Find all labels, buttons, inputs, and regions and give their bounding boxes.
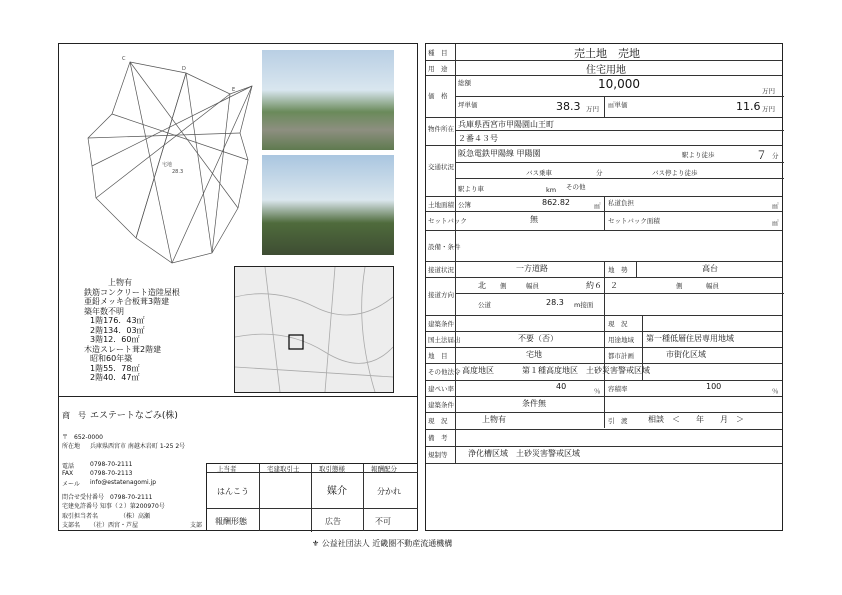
1: 鉄筋コンクリート造陸屋根: [84, 287, 180, 297]
0: 上物有: [108, 278, 132, 287]
road-dir2: ２: [610, 281, 618, 290]
h3: 取引態様: [319, 465, 345, 473]
sensor-label: 設備・条件: [428, 243, 461, 251]
other-reg-label: 規制等: [428, 451, 448, 459]
price-label: 価 格: [428, 92, 448, 100]
price-per-tsubo: 38.3: [556, 100, 581, 113]
building-notes: [84, 278, 180, 383]
land-label: 土地面積: [428, 201, 454, 209]
location-map: [234, 266, 394, 393]
station-label2: 駅より車: [458, 185, 484, 193]
h1: 上当者: [217, 465, 237, 473]
handover: 相談 ＜ 年 月 ＞: [648, 415, 744, 424]
land-unit: ㎡: [594, 202, 601, 210]
r2-v3: 不可: [375, 517, 391, 526]
location-line1: 兵庫県西宮市甲陽園山王町: [458, 120, 554, 129]
price-total: 10,000: [598, 77, 640, 91]
tel-label: 電話: [62, 463, 75, 470]
stamp-v4: 分かれ: [377, 487, 401, 496]
4: 1階176．43㎡: [90, 316, 145, 325]
land-kind: 公簿: [458, 201, 471, 209]
rep-label: 取引担当者名: [62, 513, 99, 520]
other-law-b: 第１種高度地区 土砂災害警戒区域: [522, 366, 650, 375]
photo-view-from-site: [262, 50, 394, 150]
branch-name: （社）西宮・芦屋: [90, 522, 139, 529]
stamp-v3: 媒介: [327, 486, 347, 497]
bus-label: バス乗車: [526, 169, 552, 177]
branch-label: 支部名: [62, 522, 81, 529]
current-label: 現 況: [608, 320, 628, 328]
10: 2階40．47㎡: [90, 373, 140, 382]
footer: 公益社団法人 近畿圏不動産流通機構: [321, 539, 453, 548]
type-value: 売土地 売地: [574, 47, 640, 60]
other-law-label: その他法令: [428, 368, 461, 376]
photo-garden-terrace: [262, 155, 394, 255]
setback-area-label: セットバック面積: [608, 217, 660, 225]
traffic-label: 交通状況: [428, 163, 454, 171]
setback-value: 無: [530, 215, 538, 224]
walk-unit: 分: [772, 152, 779, 160]
rep-name: （株）高瀬: [120, 513, 151, 520]
use-label: 用 途: [428, 65, 448, 73]
org-logo-icon: ⚜: [312, 539, 320, 548]
license-number: 宅建免許番号 知事（２）第200970号: [62, 503, 165, 510]
total-unit: 万円: [762, 87, 775, 95]
build-condition: 条件無: [522, 399, 546, 408]
road-frontage-unit: m接面: [574, 301, 594, 309]
mail-label: メール: [62, 481, 80, 488]
fax: 0798-70-2113: [90, 470, 133, 477]
postal: 〒 652-0000: [62, 434, 103, 441]
far-value: 100: [706, 382, 722, 391]
svg-text:D: D: [182, 66, 186, 72]
city-label: 都市計画: [608, 352, 634, 360]
fax-label: FAX: [62, 470, 74, 477]
svg-text:28.3: 28.3: [172, 169, 184, 175]
svg-text:E: E: [232, 87, 236, 93]
restriction-label: 建築条件: [428, 320, 454, 328]
zoning-label: 用途地域: [608, 336, 634, 344]
h2: 宅建取引士: [267, 465, 300, 473]
terrain: 高台: [702, 264, 718, 273]
road-status-label: 接道状況: [428, 266, 454, 274]
road-dir1-suffix: 側: [500, 282, 507, 290]
bus-stop-label: バス停より徒歩: [652, 169, 698, 177]
total-label: 総額: [458, 79, 471, 87]
7: 木造スレート葺2階建: [84, 344, 162, 354]
setback-label: セットバック: [428, 217, 467, 225]
remarks-label: 備 考: [428, 434, 448, 442]
cond-label: 建築条件: [428, 401, 454, 409]
h4: 報酬配分: [371, 465, 397, 473]
current-status: 上物有: [482, 415, 506, 424]
r2-v2: 広告: [325, 517, 341, 526]
road-dir2-suffix: 側: [676, 282, 683, 290]
bcr-unit: ％: [594, 387, 601, 395]
use-value: 住宅用地: [586, 65, 626, 76]
road-status: 一方道路: [516, 264, 548, 273]
bcr-value: 40: [556, 382, 567, 391]
lot-survey-drawing: [62, 48, 257, 273]
price-per-sqm: 11.6: [736, 100, 761, 113]
8: 昭和60年築: [90, 354, 133, 363]
5: 2階134．03㎡: [90, 325, 145, 335]
2: 亜鉛メッキ合板葺3階建: [84, 297, 170, 306]
road-frontage: 28.3: [546, 298, 564, 307]
landcat-label: 地 目: [428, 352, 448, 360]
zoning: 第一種低層住居専用地域: [646, 334, 734, 343]
road-width1: 約６: [586, 281, 602, 290]
r2-label: 報酬形態: [215, 517, 247, 526]
land-area: 862.82: [542, 198, 570, 207]
walk-min: ７: [756, 149, 767, 162]
sqm-label: ㎡単価: [608, 101, 628, 109]
road-public: 公道: [478, 301, 491, 309]
terrain-label: 地 勢: [608, 266, 628, 274]
tsubo-unit: 万円: [586, 105, 599, 113]
svg-text:宅地: 宅地: [162, 162, 173, 168]
walk-label: 駅より徒歩: [682, 151, 715, 159]
far-label: 容積率: [608, 385, 628, 393]
tsubo-label: 坪単価: [458, 101, 478, 109]
tel: 0798-70-2111: [90, 461, 133, 468]
other-law-a: 高度地区: [462, 366, 494, 375]
national-law: 不要（否）: [518, 334, 558, 343]
footer-org: [312, 538, 452, 549]
type-label: 種 目: [428, 49, 448, 57]
national-label: 国土法届出: [428, 336, 461, 344]
road-dir-label: 接道方向: [428, 291, 454, 299]
private-road-unit: ㎡: [772, 202, 779, 210]
map-site-marker: [289, 335, 303, 349]
far-unit: ％: [772, 387, 779, 395]
location-line2: ２番４３号: [458, 134, 498, 143]
handover-label: 引 渡: [608, 417, 628, 425]
station: 阪急電鉄甲陽線 甲陽園: [458, 149, 541, 158]
stamp-v1: はんこう: [217, 487, 249, 496]
company-name: エステートなごみ(株): [90, 411, 178, 421]
sqm-unit: 万円: [762, 105, 775, 113]
company-label: 商 号: [62, 411, 86, 420]
bcr-label: 建ぺい率: [428, 385, 454, 393]
setback-unit: ㎡: [772, 219, 779, 227]
status-label: 現 況: [428, 417, 448, 425]
address-label: 所在地: [62, 443, 81, 450]
km-unit: km: [546, 186, 557, 194]
svg-text:C: C: [122, 56, 126, 62]
city-planning: 市街化区域: [666, 350, 706, 359]
inquiry-number: 問合せ受付番号 0798-70-2111: [62, 494, 153, 501]
property-table: [425, 43, 783, 531]
mail: info@estatenagomi.jp: [90, 479, 156, 486]
road-width2-label: 幅員: [706, 282, 719, 290]
bus-unit: 分: [596, 169, 603, 177]
private-road-label: 私道負担: [608, 199, 634, 207]
road-width-label: 幅員: [526, 282, 539, 290]
branch-suffix: 支部: [190, 522, 203, 529]
other-regulations: 浄化槽区域 土砂災害警戒区域: [468, 449, 580, 458]
company-divider: [58, 396, 418, 397]
address: 兵庫県西宮市 南越木岩町 1-25 2号: [90, 443, 186, 450]
9: 1階55．78㎡: [90, 363, 140, 373]
loc-label: 物件所在: [428, 125, 454, 133]
6: 3階12．60㎡: [90, 335, 140, 344]
3: 築年数不明: [84, 306, 124, 316]
stamp-table: [206, 463, 418, 531]
land-category: 宅地: [526, 350, 542, 359]
road-dir1: 北: [478, 281, 486, 290]
other-label: その他: [566, 183, 586, 191]
